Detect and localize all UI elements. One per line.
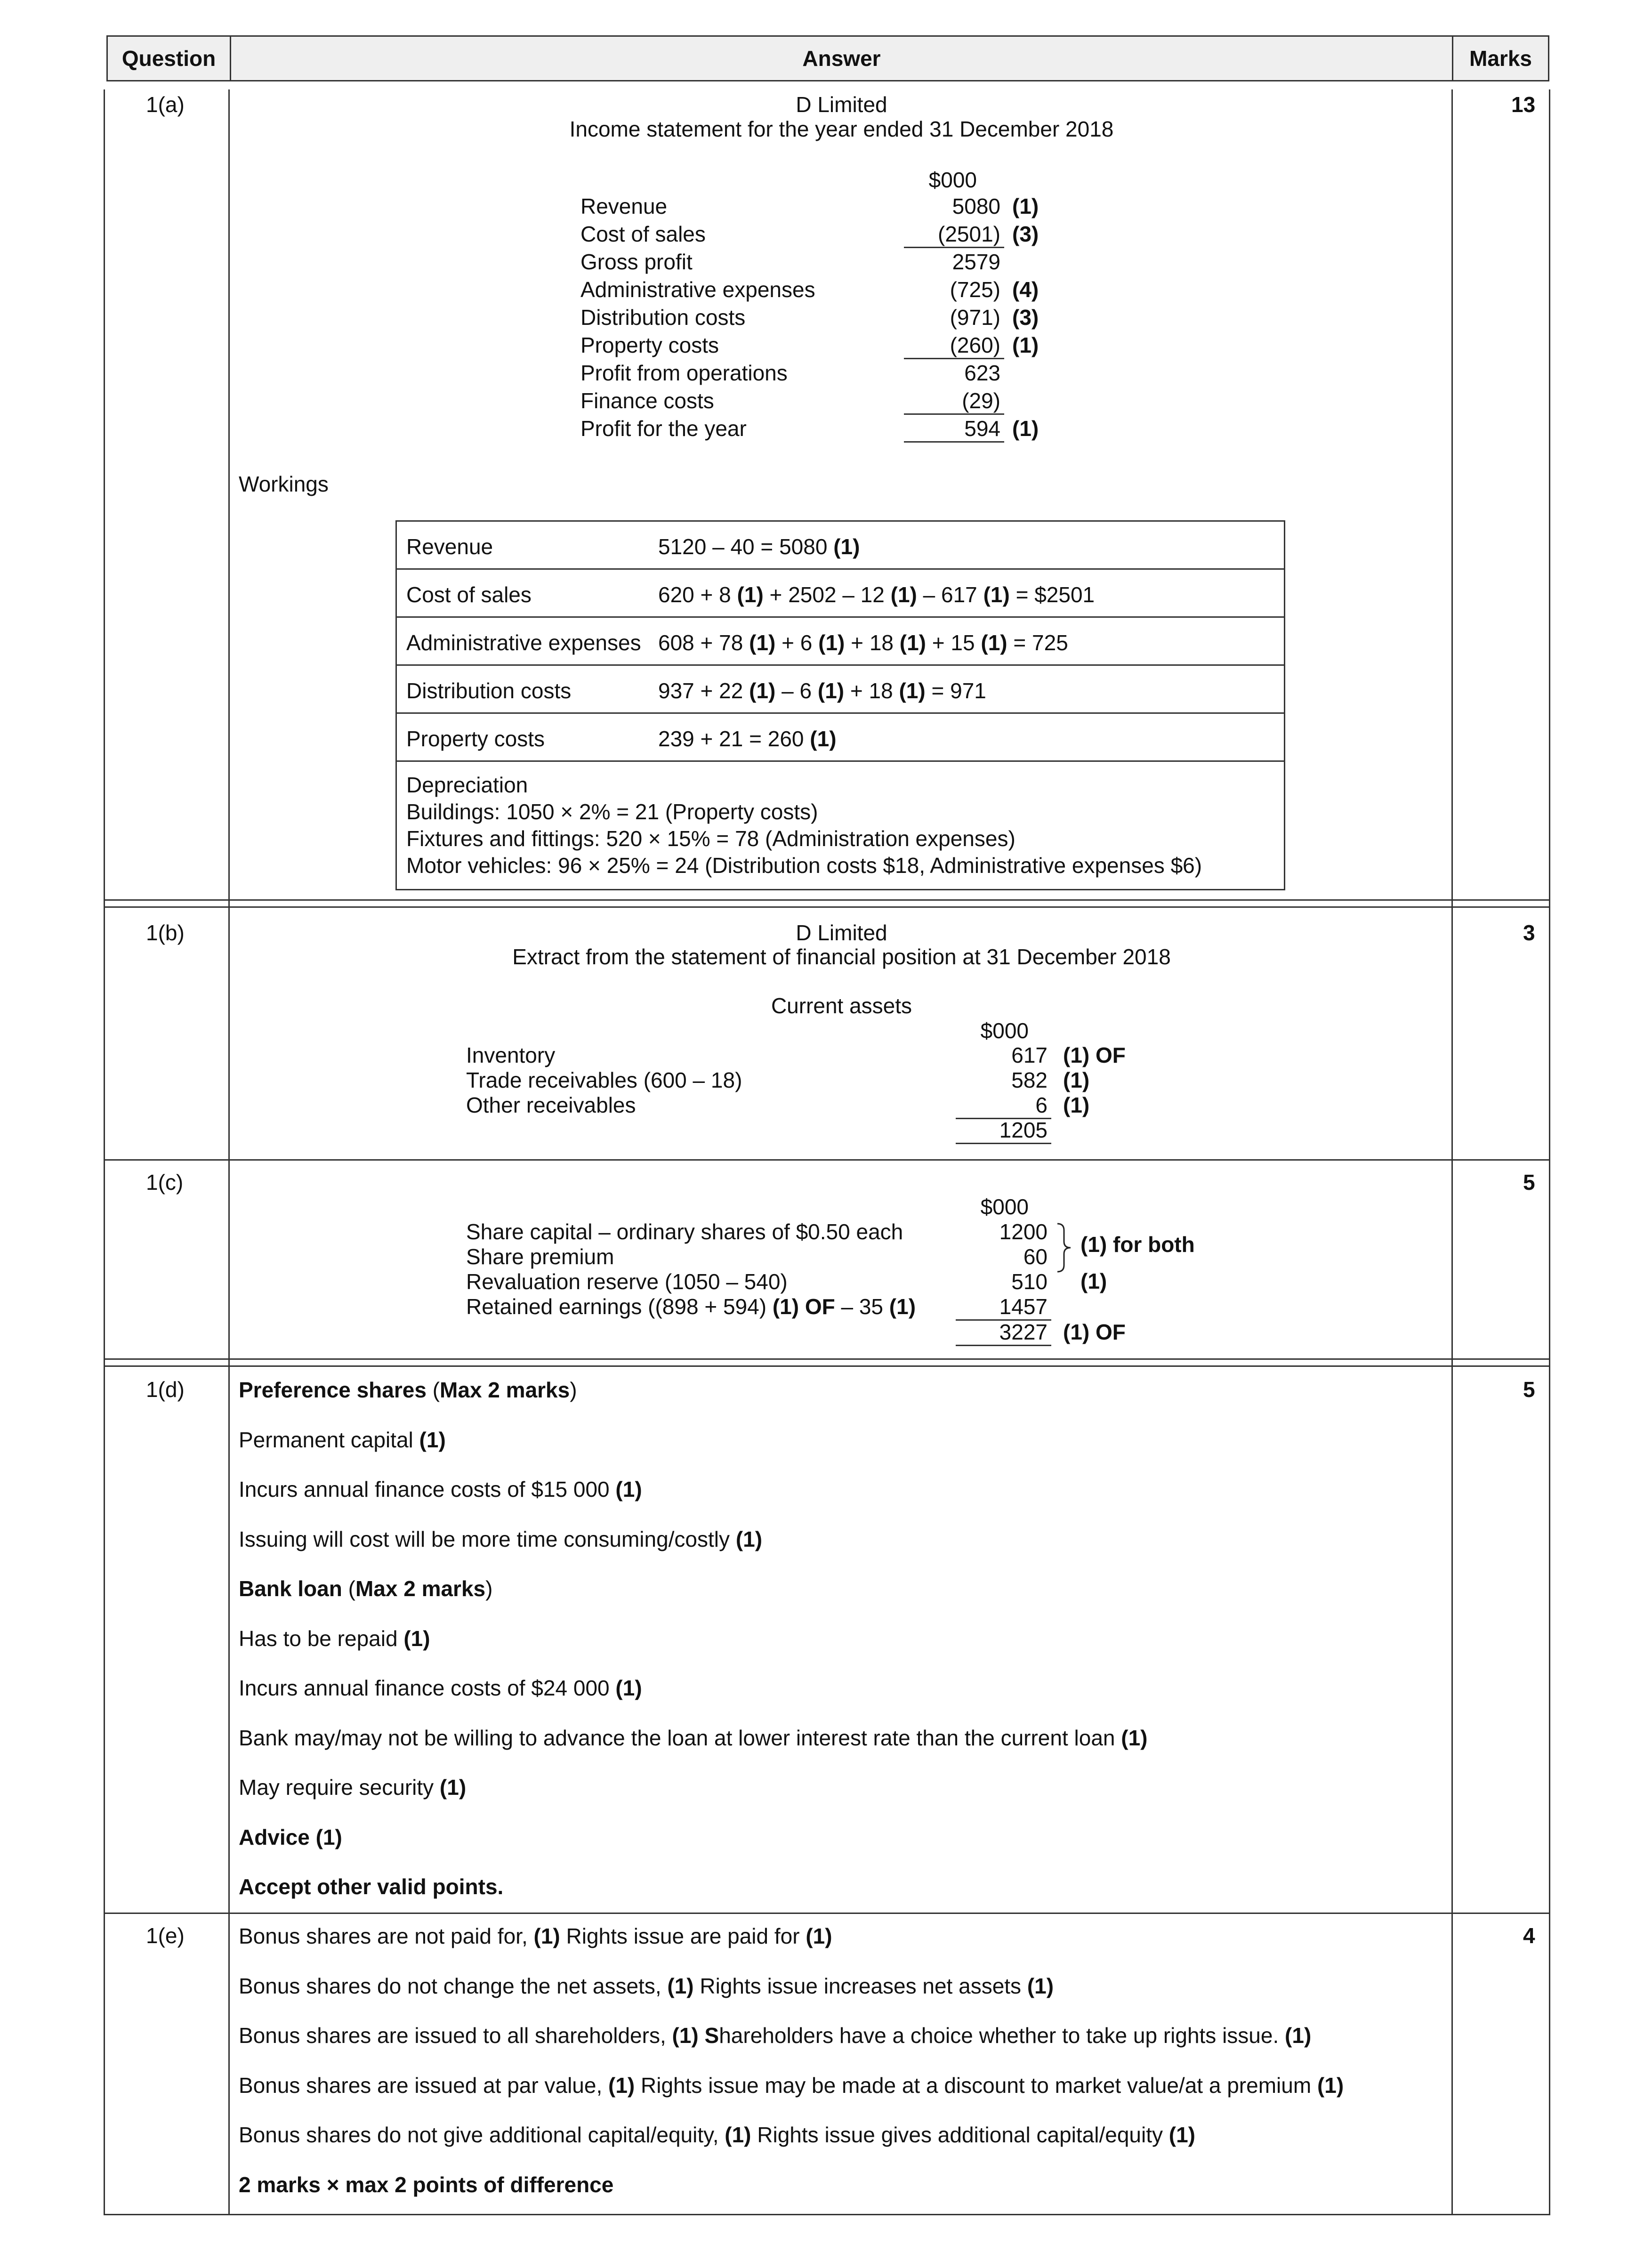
- label-text: – 35: [835, 1294, 889, 1319]
- workings-calc: [658, 726, 837, 751]
- bold-text: (1): [439, 1775, 467, 1800]
- plain-text: Incurs annual finance costs of $24 000: [239, 1676, 616, 1700]
- answer-point: [239, 1477, 642, 1502]
- mark: (1): [889, 1294, 916, 1319]
- asset-value: 582: [1011, 1068, 1048, 1092]
- plain-text: May require security: [239, 1775, 440, 1800]
- bold-text: (1): [608, 2073, 635, 2098]
- answer-point: [239, 1923, 832, 1949]
- question-label: 1(b): [146, 920, 185, 945]
- statement-row-label: Distribution costs: [580, 305, 746, 330]
- unit-label: $000: [980, 1018, 1029, 1043]
- statement-row-value: (725): [950, 277, 1000, 302]
- bold-text: (1): [1027, 1973, 1054, 1998]
- statement-title: Extract from the statement of financial position at 31 December 2018: [512, 944, 1171, 969]
- plain-text: Permanent capital: [239, 1427, 419, 1452]
- statement-row-mark: (3): [1012, 305, 1039, 330]
- plain-text: Rights issue are paid for: [560, 1924, 806, 1948]
- statement-row-label: Administrative expenses: [580, 277, 815, 302]
- plain-text: Has to be repaid: [239, 1626, 404, 1651]
- bold-text: (1): [806, 1924, 832, 1948]
- statement-row-value: (2501): [904, 222, 1004, 248]
- workings-calc: [658, 534, 860, 559]
- depreciation-line: Motor vehicles: 96 × 25% = 24 (Distribution costs $18, Administrative expenses $6): [406, 853, 1202, 878]
- bold-text: (1): [667, 1973, 694, 1998]
- mark: (1): [981, 630, 1007, 655]
- statement-title: Income statement for the year ended 31 December 2018: [569, 117, 1114, 141]
- calc-text: = $2501: [1009, 582, 1095, 607]
- answer-point: [239, 1427, 446, 1453]
- answer-point: [239, 1725, 1148, 1751]
- question-label: 1(e): [146, 1923, 185, 1948]
- answer-point: [239, 1973, 1054, 1999]
- statement-row-label: Finance costs: [580, 388, 714, 413]
- calc-text: 5120 – 40 = 5080: [658, 534, 834, 559]
- calc-text: + 18: [845, 630, 900, 655]
- depreciation-note: [397, 762, 1284, 889]
- asset-total: 1205: [956, 1118, 1051, 1144]
- statement-row-value: 2579: [952, 250, 1000, 274]
- company-name: D Limited: [796, 92, 887, 117]
- answer-point: [239, 2172, 613, 2197]
- calc-text: 937 + 22: [658, 678, 749, 703]
- workings-calc: [658, 582, 1095, 607]
- table-border: [228, 89, 230, 2215]
- table-border: [1549, 89, 1550, 2215]
- bold-text: (1): [1285, 2023, 1312, 2048]
- bold-text: (1): [419, 1427, 446, 1452]
- header-question: Question: [106, 35, 231, 81]
- section-subheading: Current assets: [771, 993, 912, 1018]
- answer-point: [239, 2023, 1311, 2048]
- statement-row-value: 594: [904, 416, 1004, 443]
- plain-text: (: [342, 1576, 355, 1601]
- workings-row: [397, 570, 1284, 618]
- header-marks: Marks: [1452, 35, 1549, 81]
- mark: (1): [810, 726, 837, 751]
- plain-text: (: [426, 1378, 440, 1402]
- statement-row-label: Property costs: [580, 333, 719, 357]
- answer-point: [239, 1576, 492, 1601]
- mark: (1): [737, 582, 764, 607]
- bold-text: (1): [725, 2123, 751, 2147]
- plain-text: Bonus shares are issued at par value,: [239, 2073, 609, 2098]
- asset-mark: (1): [1063, 1093, 1090, 1117]
- workings-table: [395, 520, 1285, 890]
- statement-row-mark: (1): [1012, 333, 1039, 357]
- asset-value: 6: [956, 1093, 1051, 1119]
- plain-text: Rights issue increases net assets: [693, 1973, 1027, 1998]
- equity-label: [466, 1294, 916, 1319]
- row-divider: [104, 2214, 1550, 2215]
- marks-value: 13: [1511, 92, 1536, 117]
- plain-text: Bank may/may not be willing to advance the loan at lower interest rate than the current loan: [239, 1725, 1121, 1750]
- mark: (1): [749, 678, 776, 703]
- brace-icon: [1055, 1222, 1073, 1274]
- mark: (1) OF: [772, 1294, 835, 1319]
- table-border: [104, 89, 105, 2215]
- row-divider: [104, 1358, 1550, 1360]
- statement-row-label: Revenue: [580, 194, 668, 218]
- mark: (1): [890, 582, 917, 607]
- statement-row-mark: (4): [1012, 277, 1039, 302]
- row-divider: [104, 1159, 1550, 1161]
- plain-text: Rights issue may be made at a discount to market value/at a premium: [635, 2073, 1317, 2098]
- row-divider: [104, 1913, 1550, 1914]
- plain-text: Incurs annual finance costs of $15 000: [239, 1477, 616, 1501]
- workings-row: [397, 714, 1284, 762]
- plain-text: Bonus shares do not change the net assets,: [239, 1973, 668, 1998]
- calc-text: 608 + 78: [658, 630, 749, 655]
- bold-text: 2 marks × max 2 points of difference: [239, 2172, 614, 2197]
- calc-text: = 725: [1007, 630, 1068, 655]
- equity-value: 1200: [999, 1219, 1048, 1244]
- plain-text: Issuing will cost will be more time consuming/costly: [239, 1526, 736, 1551]
- bold-text: (1): [1317, 2073, 1344, 2098]
- asset-label: Other receivables: [466, 1093, 636, 1117]
- answer-point: [239, 1626, 430, 1651]
- row-divider: [104, 906, 1550, 908]
- mark: (1): [899, 630, 926, 655]
- equity-total-mark: (1) OF: [1063, 1320, 1126, 1344]
- unit-label: $000: [928, 168, 977, 192]
- answer-point: [239, 1675, 642, 1701]
- plain-text: ): [485, 1576, 493, 1601]
- statement-row-mark: (1): [1012, 194, 1039, 218]
- statement-row-mark: (3): [1012, 222, 1039, 246]
- mark: (1): [899, 678, 926, 703]
- calc-text: – 6: [775, 678, 818, 703]
- mark: (1): [818, 630, 845, 655]
- calc-text: + 6: [775, 630, 819, 655]
- equity-label: Share premium: [466, 1244, 614, 1269]
- answer-point: [239, 1377, 577, 1403]
- answer-point: [239, 1874, 503, 1899]
- bold-text: Preference shares: [239, 1378, 427, 1402]
- depreciation-heading: Depreciation: [406, 773, 528, 797]
- equity-label: Share capital – ordinary shares of $0.50 each: [466, 1219, 903, 1244]
- asset-mark: (1) OF: [1063, 1043, 1126, 1067]
- answer-point: [239, 1824, 342, 1850]
- asset-mark: (1): [1063, 1068, 1090, 1092]
- bold-text: (1): [1121, 1725, 1148, 1750]
- workings-calc: [658, 630, 1068, 655]
- question-label: 1(a): [146, 92, 185, 117]
- workings-calc: [658, 678, 986, 703]
- plain-text: Bonus shares are issued to all shareholders,: [239, 2023, 672, 2048]
- bold-text: Accept other valid points.: [239, 1874, 504, 1899]
- mark: (1): [817, 678, 845, 703]
- depreciation-line: Fixtures and fittings: 520 × 15% = 78 (Administration expenses): [406, 826, 1015, 851]
- unit-label: $000: [980, 1195, 1029, 1219]
- statement-row-value: 5080: [952, 194, 1000, 218]
- equity-value: 60: [1023, 1244, 1048, 1269]
- statement-row-value: 623: [964, 361, 1000, 385]
- plain-text: Bonus shares do not give additional capital/equity,: [239, 2123, 725, 2147]
- row-divider: [104, 899, 1550, 901]
- statement-row-label: Cost of sales: [580, 222, 706, 246]
- calc-text: + 2502 – 12: [763, 582, 891, 607]
- bold-text: Max 2 marks: [355, 1576, 486, 1601]
- bold-text: (1): [615, 1676, 642, 1700]
- label-text: Retained earnings ((898 + 594): [466, 1294, 773, 1319]
- workings-label: Administrative expenses: [406, 630, 641, 655]
- equity-value: 510: [1011, 1269, 1048, 1294]
- plain-text: hareholders have a choice whether to take up rights issue.: [719, 2023, 1285, 2048]
- asset-value: 617: [1011, 1043, 1048, 1067]
- workings-label: Cost of sales: [406, 582, 532, 607]
- question-label: 1(c): [146, 1170, 184, 1195]
- bold-text: Bank loan: [239, 1576, 342, 1601]
- marks-both: (1) for both: [1080, 1232, 1195, 1257]
- calc-text: – 617: [917, 582, 983, 607]
- bold-text: Max 2 marks: [440, 1378, 570, 1402]
- workings-row: [397, 522, 1284, 570]
- bold-text: (1): [735, 1526, 763, 1551]
- marks-value: 3: [1523, 920, 1535, 945]
- workings-label: Revenue: [406, 534, 493, 559]
- bold-text: Advice (1): [239, 1824, 342, 1849]
- answer-point: [239, 1775, 466, 1800]
- calc-text: + 15: [926, 630, 981, 655]
- plain-text: Rights issue gives additional capital/equity: [751, 2123, 1169, 2147]
- row-divider: [104, 1365, 1550, 1367]
- company-name: D Limited: [796, 920, 887, 945]
- statement-row-label: Profit for the year: [580, 416, 747, 441]
- statement-row-value: (260): [904, 333, 1004, 359]
- calc-text: = 971: [925, 678, 986, 703]
- workings-label: Property costs: [406, 726, 545, 751]
- bold-text: (1): [615, 1477, 642, 1501]
- plain-text: Bonus shares are not paid for,: [239, 1924, 534, 1948]
- calc-text: 620 + 8: [658, 582, 737, 607]
- header-answer: Answer: [230, 35, 1453, 81]
- answer-point: [239, 2122, 1195, 2147]
- asset-label: Trade receivables (600 – 18): [466, 1068, 742, 1092]
- statement-row-value: (971): [950, 305, 1000, 330]
- question-label: 1(d): [146, 1377, 185, 1402]
- statement-row-mark: (1): [1012, 416, 1039, 441]
- table-border: [1451, 89, 1453, 2215]
- workings-label: Distribution costs: [406, 678, 572, 703]
- marks-value: 5: [1523, 1170, 1535, 1195]
- answer-point: [239, 2073, 1344, 2098]
- workings-row: [397, 618, 1284, 666]
- mark-reval: (1): [1080, 1269, 1107, 1293]
- mark: (1): [983, 582, 1010, 607]
- equity-value: 1457: [956, 1294, 1051, 1321]
- workings-label: Workings: [239, 472, 329, 496]
- asset-label: Inventory: [466, 1043, 556, 1067]
- bold-text: (1): [1168, 2123, 1196, 2147]
- workings-row: [397, 666, 1284, 714]
- statement-row-value: (29): [904, 388, 1004, 415]
- equity-label: Revaluation reserve (1050 – 540): [466, 1269, 788, 1294]
- plain-text: ): [570, 1378, 577, 1402]
- bold-text: (1): [403, 1626, 430, 1651]
- mark: (1): [833, 534, 860, 559]
- marks-value: 5: [1523, 1377, 1535, 1402]
- calc-text: + 18: [844, 678, 899, 703]
- depreciation-line: Buildings: 1050 × 2% = 21 (Property costs): [406, 799, 818, 824]
- statement-row-label: Gross profit: [580, 250, 693, 274]
- statement-row-label: Profit from operations: [580, 361, 788, 385]
- calc-text: 239 + 21 = 260: [658, 726, 810, 751]
- mark: (1): [749, 630, 776, 655]
- answer-point: [239, 1526, 762, 1552]
- equity-total: 3227: [956, 1320, 1051, 1346]
- bold-text: (1) S: [672, 2023, 719, 2048]
- marks-value: 4: [1523, 1923, 1535, 1948]
- bold-text: (1): [533, 1924, 560, 1948]
